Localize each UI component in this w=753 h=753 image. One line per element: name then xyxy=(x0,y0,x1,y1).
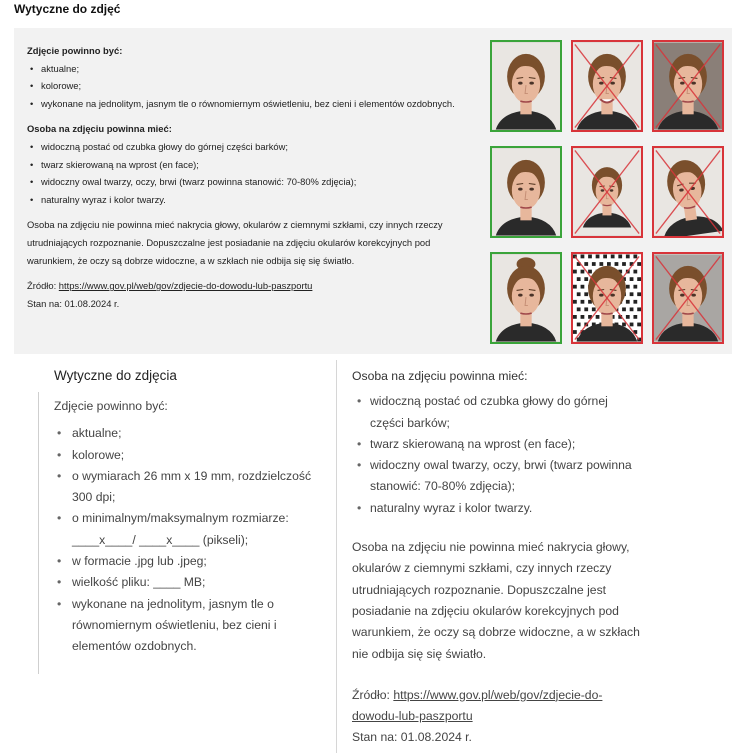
panel-text xyxy=(27,42,477,312)
left-content xyxy=(38,392,328,674)
cross-icon xyxy=(573,254,641,342)
incorrect-photo-example xyxy=(571,252,643,344)
cross-icon xyxy=(573,148,641,236)
cross-icon xyxy=(654,148,722,236)
list-item: • naturalny wyraz i kolor twarzy. xyxy=(352,498,644,519)
panel-source xyxy=(27,277,477,295)
page-title: Wytyczne do zdjęć xyxy=(14,2,121,16)
right-column xyxy=(352,366,644,749)
list-item: • wykonane na jednolitym, jasnym tle o równomiernym oświetleniu, bez cieni i elementów ozdobnych. xyxy=(27,95,477,113)
list-item: • widoczną postać od czubka głowy do górnej części barków; xyxy=(27,138,477,156)
panel-list-photo xyxy=(27,60,477,113)
list-item: • widoczną postać od czubka głowy do górnej części barków; xyxy=(352,391,644,434)
list-item: • aktualne; xyxy=(54,423,328,444)
list-item: • widoczny owal twarzy, oczy, brwi (twarz powinna stanowić: 70-80% zdjęcia); xyxy=(352,455,644,498)
incorrect-photo-example xyxy=(652,252,724,344)
column-divider xyxy=(336,360,337,753)
panel-list-person xyxy=(27,138,477,208)
right-date: Stan na: 01.08.2024 r. xyxy=(352,730,472,745)
photo-guidelines-panel xyxy=(14,28,732,354)
list-item: • twarz skierowaną na wprost (en face); xyxy=(352,434,644,455)
list-item: • w formacie .jpg lub .jpeg; xyxy=(54,551,328,572)
panel-paragraph: Osoba na zdjęciu nie powinna mieć nakrycia głowy, okularów z ciemnymi szkłami, czy innych rzeczy utrudniających rozpoznanie. Dopuszczalne jest posiadanie na zdjęciu okularów korekcyjnych pod warunkiem, że oczy są dobrze widoczne, a w szkłach nie odbija się się światło. xyxy=(27,219,443,266)
list-item: • naturalny wyraz i kolor twarzy. xyxy=(27,191,477,209)
incorrect-photo-example xyxy=(652,40,724,132)
right-paragraph: Osoba na zdjęciu nie powinna mieć nakrycia głowy, okularów z ciemnymi szkłami, czy innych rzeczy utrudniających rozpoznanie. Dopuszczalne jest posiadanie na zdjęciu okularów korekcyjnych pod warunkiem, że oczy są dobrze widoczne, a w szkłach nie odbija się się światło. xyxy=(352,540,640,661)
list-item: • kolorowe; xyxy=(54,445,328,466)
source-link[interactable]: https://www.gov.pl/web/gov/zdjecie-do-dowodu-lub-paszportu xyxy=(58,280,313,292)
cross-icon xyxy=(573,42,641,130)
list-item: • wielkość pliku: ____ MB; xyxy=(54,572,328,593)
correct-photo-example xyxy=(490,146,562,238)
panel-date: Stan na: 01.08.2024 r. xyxy=(27,297,120,309)
cross-icon xyxy=(654,254,722,342)
source-link[interactable]: https://www.gov.pl/web/gov/zdjecie-do-dowodu-lub-paszportu xyxy=(352,687,603,724)
left-heading: Zdjęcie powinno być: xyxy=(54,399,168,413)
left-list xyxy=(54,423,328,657)
list-item: • twarz skierowaną na wprost (en face); xyxy=(27,156,477,174)
list-item: • o wymiarach 26 mm x 19 mm, rozdzielczość 300 dpi; xyxy=(54,466,328,509)
list-item: • widoczny owal twarzy, oczy, brwi (twarz powinna stanowić: 70-80% zdjęcia); xyxy=(27,173,477,191)
right-list xyxy=(352,391,644,519)
source-label: Źródło: xyxy=(27,280,57,292)
correct-photo-example xyxy=(490,252,562,344)
list-item: • kolorowe; xyxy=(27,77,477,95)
correct-photo-example xyxy=(490,40,562,132)
panel-heading-photo: Zdjęcie powinno być: xyxy=(27,45,123,56)
panel-heading-person: Osoba na zdjęciu powinna mieć: xyxy=(27,123,172,135)
incorrect-photo-example xyxy=(652,146,724,238)
section-title: Wytyczne do zdjęcia xyxy=(54,368,177,383)
source-label: Źródło: xyxy=(352,687,390,702)
right-source xyxy=(352,685,644,728)
cross-icon xyxy=(654,42,722,130)
list-item: • aktualne; xyxy=(27,60,477,78)
incorrect-photo-example xyxy=(571,40,643,132)
list-item: • o minimalnym/maksymalnym rozmiarze: ____x____/ ____x____ (pikseli); xyxy=(54,508,328,551)
list-item: • wykonane na jednolitym, jasnym tle o równomiernym oświetleniu, bez cieni i elementów ozdobnych. xyxy=(54,594,328,658)
right-heading: Osoba na zdjęciu powinna mieć: xyxy=(352,369,528,383)
incorrect-photo-example xyxy=(571,146,643,238)
